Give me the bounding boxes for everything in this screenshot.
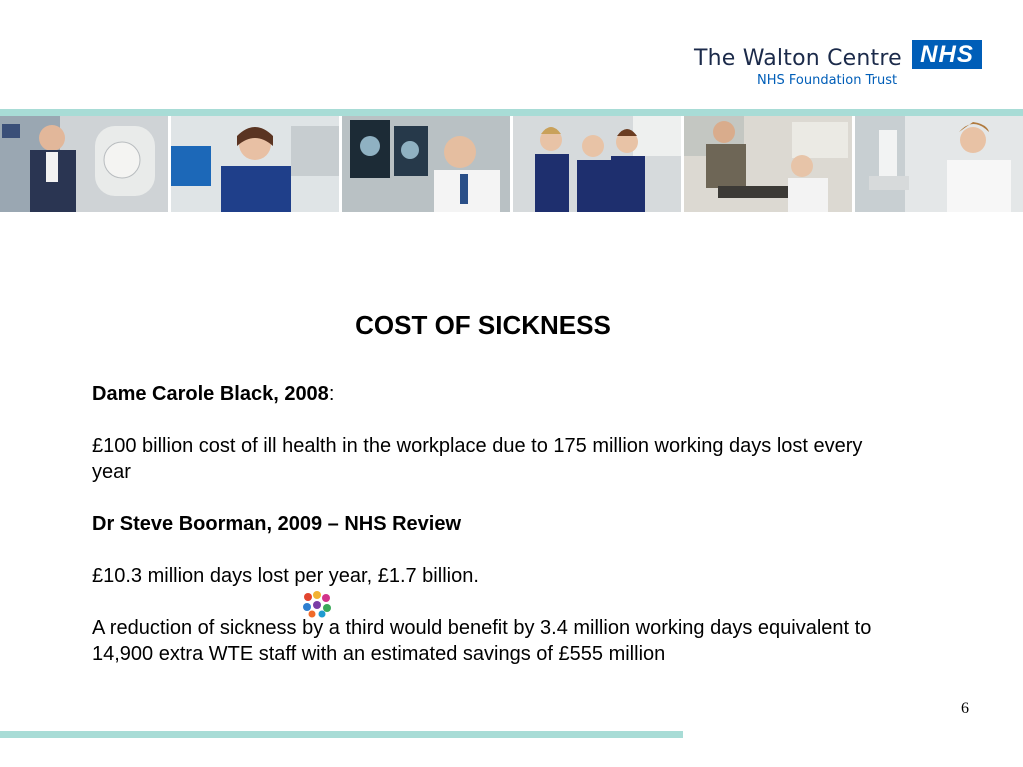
lab-microscope-photo	[855, 116, 1023, 212]
nurse-photo	[171, 116, 339, 212]
paragraph-reduction-benefit: A reduction of sickness by a third would benefit by 3.4 million working days equivalent to 14,900 extra WTE staff with an estimated savings of £555 million	[92, 617, 872, 665]
photo-strip	[0, 116, 1023, 212]
slide-body	[92, 381, 882, 667]
citation-heading-boorman: Dr Steve Boorman, 2009 – NHS Review	[92, 513, 462, 535]
slide-title: COST OF SICKNESS	[355, 310, 611, 340]
citation-heading-colon: :	[328, 383, 335, 405]
paragraph-ill-health-cost: £100 billion cost of ill health in the workplace due to 175 million working days lost every year	[92, 435, 863, 483]
top-accent-line	[0, 109, 1023, 116]
logo-name: The Walton Centre	[694, 46, 902, 71]
doctor-with-scanner-photo	[0, 116, 168, 212]
citation-heading-black: Dame Carole Black, 2008	[92, 383, 329, 405]
walton-centre-logo	[694, 38, 994, 94]
logo-subtitle: NHS Foundation Trust	[757, 73, 898, 88]
nhs-logo-badge: NHS	[912, 40, 982, 69]
flower-cluster-icon	[300, 590, 334, 618]
clinician-viewing-scans-photo	[342, 116, 510, 212]
bottom-accent-line	[0, 731, 683, 738]
paragraph-days-lost: £10.3 million days lost per year, £1.7 billion.	[92, 565, 479, 587]
page-number: 6	[961, 700, 969, 717]
three-nurses-photo	[513, 116, 681, 212]
patient-therapy-photo	[684, 116, 852, 212]
